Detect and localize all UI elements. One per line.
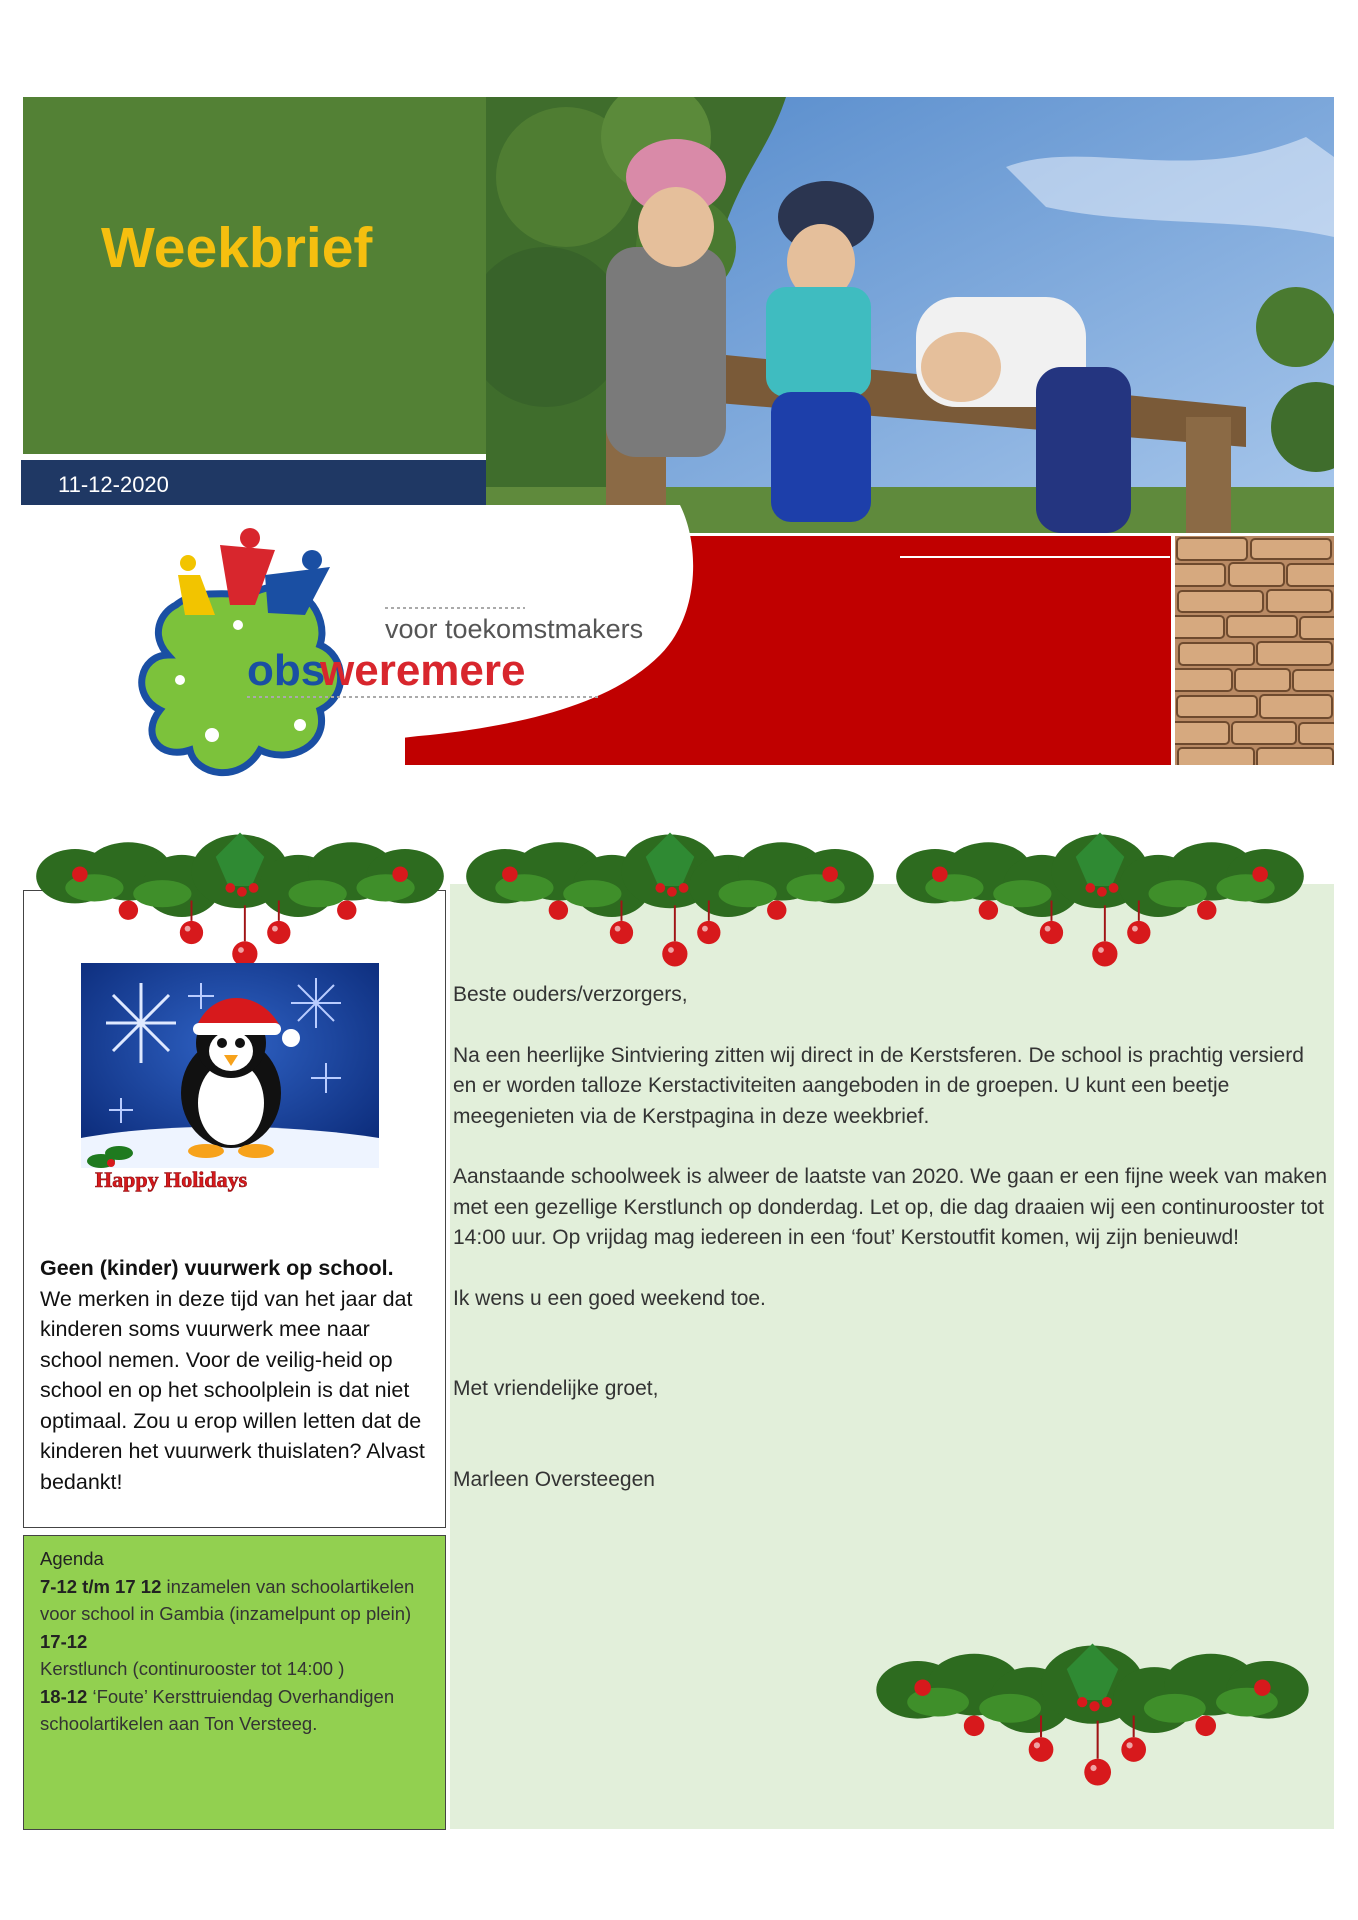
garland-decoration-4	[855, 1628, 1330, 1803]
agenda-item	[40, 1573, 435, 1628]
letter-paragraph: Na een heerlijke Sintviering zitten wij direct in de Kerstsferen. De school is prachtig versierd en er worden talloze Kerstactiviteiten aangeboden in de groepen. U kunt een beetje meegenieten via de Kerstpagina in deze weekbrief.	[453, 1043, 1304, 1128]
letter-paragraph: Aanstaande schoolweek is alweer de laatste van 2020. We gaan er een fijne week van maken met een gezellige Kerstlunch op donderdag. Let op, die dag draaien wij een continurooster tot 14:00 uur. Op vrijdag mag iedereen in een ‘fout’ Kerstoutfit komen, wij zijn benieuwd!	[453, 1165, 1327, 1249]
agenda-item	[40, 1683, 435, 1738]
agenda-item-text: Kerstlunch (continurooster tot 14:00 )	[40, 1658, 345, 1679]
logo-tagline: voor toekomstmakers	[385, 614, 644, 644]
agenda-heading: Agenda	[40, 1548, 104, 1569]
notice-heading: Geen (kinder) vuurwerk op school.	[40, 1256, 394, 1280]
agenda-item	[40, 1628, 435, 1656]
garland-decoration-2	[455, 818, 885, 983]
letter-signature: Marleen Oversteegen	[453, 1467, 655, 1491]
agenda-item-date: 18-12	[40, 1685, 88, 1707]
agenda	[40, 1545, 435, 1738]
logo-name-weremere: weremere	[320, 646, 526, 695]
agenda-item-text: inzamelen van schoolartikelen voor school in Gambia (inzamelpunt op plein)	[40, 1575, 415, 1624]
letter-closing: Met vriendelijke groet,	[453, 1377, 659, 1400]
holiday-caption: Happy Holidays	[95, 1167, 248, 1192]
happy-holidays-image	[81, 963, 379, 1193]
agenda-item-date: 17-12	[40, 1630, 88, 1652]
letter-paragraph: Ik wens u een goed weekend toe.	[453, 1286, 766, 1310]
issue-date: 11-12-2020	[58, 472, 169, 497]
title-block	[23, 97, 486, 454]
date-bar	[21, 460, 486, 506]
logo-name-obs: obs	[247, 646, 326, 695]
stone-wall-image	[1175, 536, 1334, 765]
letter	[453, 980, 1333, 1495]
agenda-item-text: ‘Foute’ Kersttruiendag Overhandigen schoolartikelen aan Ton Versteeg.	[40, 1685, 395, 1734]
school-logo	[0, 505, 700, 795]
letter-greeting: Beste ouders/verzorgers,	[453, 983, 688, 1006]
header-photo	[486, 97, 1334, 533]
agenda-item-date: 7-12 t/m 17 12	[40, 1575, 162, 1597]
banner-rule	[900, 556, 1170, 558]
garland-decoration-1	[25, 818, 455, 983]
fireworks-notice	[40, 1253, 435, 1497]
page-title: Weekbrief	[101, 216, 373, 280]
notice-body: We merken in deze tijd van het jaar dat kinderen soms vuurwerk mee naar school nemen. Voor de veilig-heid op school en op het schoolplein is dat niet optimaal. Zou u erop willen letten dat de kinderen het vuurwerk thuislaten? Alvast bedankt!	[40, 1286, 425, 1494]
garland-decoration-3	[885, 818, 1315, 983]
